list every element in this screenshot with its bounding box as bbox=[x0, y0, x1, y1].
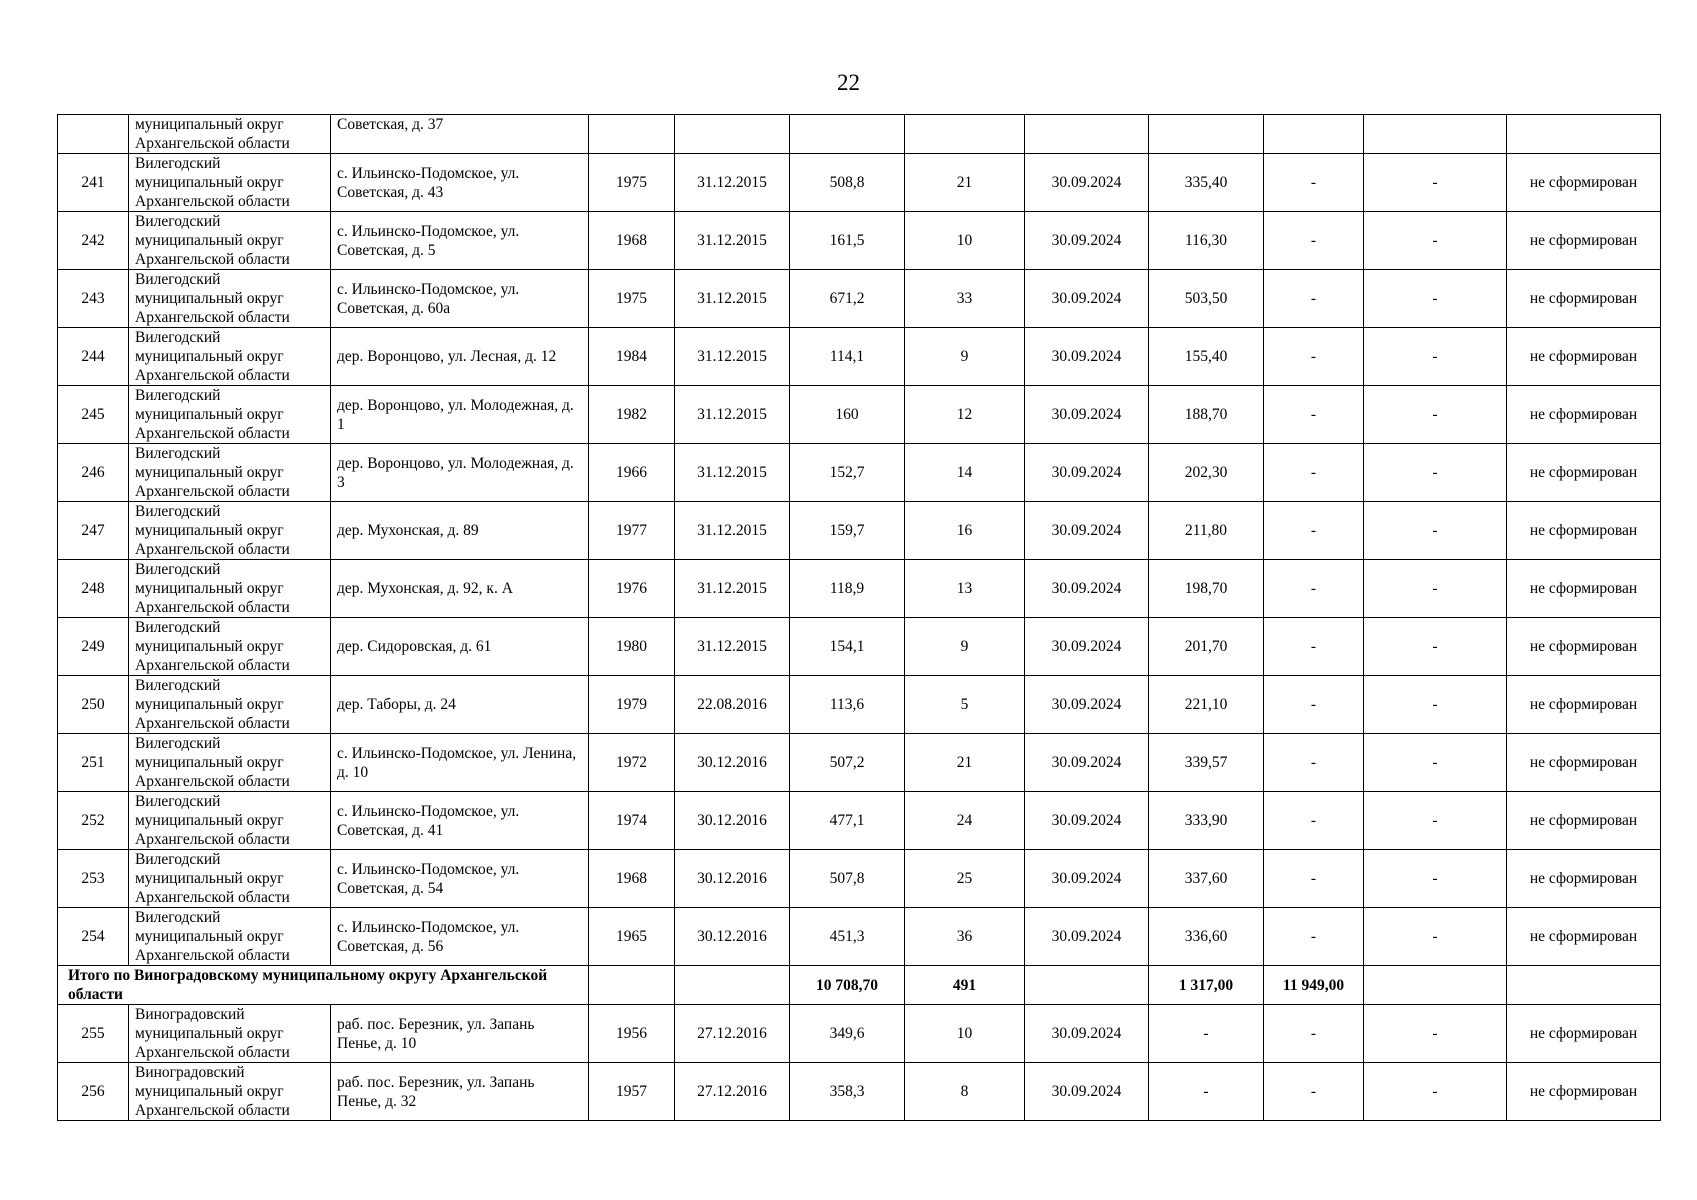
cell-municipality: Виноградовский муниципальный округ Архангельской области bbox=[129, 1005, 331, 1063]
cell-date: 30.12.2016 bbox=[675, 792, 790, 850]
table-row bbox=[58, 444, 1661, 502]
cell-v2: - bbox=[1264, 1063, 1364, 1121]
cell-municipality: Вилегодский муниципальный округ Архангельской области bbox=[129, 618, 331, 676]
cell-area bbox=[790, 115, 905, 154]
cell-num: 246 bbox=[58, 444, 129, 502]
page-number: 22 bbox=[837, 70, 860, 95]
cell-v3: - bbox=[1364, 734, 1507, 792]
cell-v3: - bbox=[1364, 328, 1507, 386]
cell-area: 114,1 bbox=[790, 328, 905, 386]
cell-date: 27.12.2016 bbox=[675, 1063, 790, 1121]
table-row bbox=[58, 328, 1661, 386]
cell-v3: - bbox=[1364, 154, 1507, 212]
table-row bbox=[58, 386, 1661, 444]
cell-residents: 10 bbox=[905, 212, 1025, 270]
cell-residents: 5 bbox=[905, 676, 1025, 734]
cell-date: 31.12.2015 bbox=[675, 212, 790, 270]
cell-municipality: Вилегодский муниципальный округ Архангельской области bbox=[129, 270, 331, 328]
cell-v1: 339,57 bbox=[1149, 734, 1264, 792]
cell-v1: 198,70 bbox=[1149, 560, 1264, 618]
cell-v1: 336,60 bbox=[1149, 908, 1264, 966]
table-row bbox=[58, 1063, 1661, 1121]
cell-date: 31.12.2015 bbox=[675, 154, 790, 212]
cell-date2: 30.09.2024 bbox=[1025, 560, 1149, 618]
cell-year: 1974 bbox=[589, 792, 675, 850]
cell-residents: 14 bbox=[905, 444, 1025, 502]
cell-year: 1965 bbox=[589, 908, 675, 966]
cell-residents: 21 bbox=[905, 154, 1025, 212]
cell-area: 671,2 bbox=[790, 270, 905, 328]
cell-date2: 30.09.2024 bbox=[1025, 328, 1149, 386]
cell-address: с. Ильинско-Подомское, ул. Советская, д. 56 bbox=[331, 908, 589, 966]
cell-num: 255 bbox=[58, 1005, 129, 1063]
registry-body bbox=[58, 115, 1661, 1121]
cell-date2: 30.09.2024 bbox=[1025, 850, 1149, 908]
table-row bbox=[58, 734, 1661, 792]
cell-v1 bbox=[1149, 115, 1264, 154]
cell-v3: - bbox=[1364, 270, 1507, 328]
cell-v3: - bbox=[1364, 850, 1507, 908]
table-row-continued bbox=[58, 115, 1661, 154]
cell-v3: - bbox=[1364, 1005, 1507, 1063]
cell-status: не сформирован bbox=[1507, 154, 1661, 212]
cell-v1: 202,30 bbox=[1149, 444, 1264, 502]
cell-status: не сформирован bbox=[1507, 386, 1661, 444]
cell-year: 1968 bbox=[589, 850, 675, 908]
cell-status: не сформирован bbox=[1507, 734, 1661, 792]
table-row bbox=[58, 1005, 1661, 1063]
cell-residents: 9 bbox=[905, 618, 1025, 676]
cell-address: дер. Таборы, д. 24 bbox=[331, 676, 589, 734]
cell-date: 31.12.2015 bbox=[675, 444, 790, 502]
table-row bbox=[58, 792, 1661, 850]
cell-year: 1980 bbox=[589, 618, 675, 676]
cell-area: 160 bbox=[790, 386, 905, 444]
total-v1: 1 317,00 bbox=[1149, 966, 1264, 1005]
cell-year: 1968 bbox=[589, 212, 675, 270]
cell-num: 243 bbox=[58, 270, 129, 328]
cell-area: 113,6 bbox=[790, 676, 905, 734]
cell-address: раб. пос. Березник, ул. Запань Пенье, д. 10 bbox=[331, 1005, 589, 1063]
table-row bbox=[58, 154, 1661, 212]
cell-v2: - bbox=[1264, 154, 1364, 212]
total-residents: 491 bbox=[905, 966, 1025, 1005]
cell-municipality: Вилегодский муниципальный округ Архангельской области bbox=[129, 444, 331, 502]
cell-v3: - bbox=[1364, 502, 1507, 560]
cell-year: 1979 bbox=[589, 676, 675, 734]
cell-v2: - bbox=[1264, 328, 1364, 386]
cell-v1: 221,10 bbox=[1149, 676, 1264, 734]
cell-num: 248 bbox=[58, 560, 129, 618]
cell-v2: - bbox=[1264, 792, 1364, 850]
cell-residents: 10 bbox=[905, 1005, 1025, 1063]
cell-date2: 30.09.2024 bbox=[1025, 908, 1149, 966]
cell-municipality: Виноградовский муниципальный округ Архангельской области bbox=[129, 1063, 331, 1121]
cell-v1: 333,90 bbox=[1149, 792, 1264, 850]
cell-v2: - bbox=[1264, 386, 1364, 444]
cell-year: 1976 bbox=[589, 560, 675, 618]
cell-year: 1984 bbox=[589, 328, 675, 386]
cell-year bbox=[589, 115, 675, 154]
cell-v3: - bbox=[1364, 908, 1507, 966]
cell-v1: 211,80 bbox=[1149, 502, 1264, 560]
cell-area: 508,8 bbox=[790, 154, 905, 212]
cell-status: не сформирован bbox=[1507, 328, 1661, 386]
total-cell-v3 bbox=[1364, 966, 1507, 1005]
cell-residents: 8 bbox=[905, 1063, 1025, 1121]
cell-num: 256 bbox=[58, 1063, 129, 1121]
cell-date: 27.12.2016 bbox=[675, 1005, 790, 1063]
housing-registry-table bbox=[57, 114, 1661, 1121]
cell-year: 1975 bbox=[589, 270, 675, 328]
table-row bbox=[58, 212, 1661, 270]
cell-status: не сформирован bbox=[1507, 850, 1661, 908]
cell-status: не сформирован bbox=[1507, 676, 1661, 734]
cell-v3: - bbox=[1364, 560, 1507, 618]
cell-area: 152,7 bbox=[790, 444, 905, 502]
cell-address: с. Ильинско-Подомское, ул. Ленина, д. 10 bbox=[331, 734, 589, 792]
cell-date2: 30.09.2024 bbox=[1025, 1063, 1149, 1121]
cell-v3: - bbox=[1364, 1063, 1507, 1121]
cell-address: с. Ильинско-Подомское, ул. Советская, д. 5 bbox=[331, 212, 589, 270]
cell-v1: 155,40 bbox=[1149, 328, 1264, 386]
cell-date2: 30.09.2024 bbox=[1025, 618, 1149, 676]
cell-v2: - bbox=[1264, 212, 1364, 270]
cell-municipality: Вилегодский муниципальный округ Архангельской области bbox=[129, 154, 331, 212]
cell-address: дер. Воронцово, ул. Лесная, д. 12 bbox=[331, 328, 589, 386]
cell-v1: 116,30 bbox=[1149, 212, 1264, 270]
cell-residents bbox=[905, 115, 1025, 154]
cell-area: 507,2 bbox=[790, 734, 905, 792]
cell-address: дер. Мухонская, д. 89 bbox=[331, 502, 589, 560]
cell-area: 507,8 bbox=[790, 850, 905, 908]
cell-area: 154,1 bbox=[790, 618, 905, 676]
cell-area: 477,1 bbox=[790, 792, 905, 850]
cell-num: 241 bbox=[58, 154, 129, 212]
cell-v3 bbox=[1364, 115, 1507, 154]
cell-v1: 335,40 bbox=[1149, 154, 1264, 212]
cell-address: дер. Воронцово, ул. Молодежная, д. 3 bbox=[331, 444, 589, 502]
cell-date2 bbox=[1025, 115, 1149, 154]
cell-v2: - bbox=[1264, 502, 1364, 560]
cell-v1: - bbox=[1149, 1005, 1264, 1063]
cell-address: дер. Воронцово, ул. Молодежная, д. 1 bbox=[331, 386, 589, 444]
cell-area: 358,3 bbox=[790, 1063, 905, 1121]
cell-date bbox=[675, 115, 790, 154]
cell-num: 254 bbox=[58, 908, 129, 966]
total-area: 10 708,70 bbox=[790, 966, 905, 1005]
cell-year: 1982 bbox=[589, 386, 675, 444]
cell-v2: - bbox=[1264, 850, 1364, 908]
cell-date2: 30.09.2024 bbox=[1025, 386, 1149, 444]
cell-v2: - bbox=[1264, 270, 1364, 328]
cell-status: не сформирован bbox=[1507, 618, 1661, 676]
cell-v2: - bbox=[1264, 560, 1364, 618]
cell-status: не сформирован bbox=[1507, 270, 1661, 328]
cell-date: 31.12.2015 bbox=[675, 502, 790, 560]
cell-num: 249 bbox=[58, 618, 129, 676]
cell-date2: 30.09.2024 bbox=[1025, 792, 1149, 850]
cell-municipality: Вилегодский муниципальный округ Архангельской области bbox=[129, 560, 331, 618]
cell-status: не сформирован bbox=[1507, 1005, 1661, 1063]
cell-municipality: муниципальный округ Архангельской области bbox=[129, 115, 331, 154]
cell-address: раб. пос. Березник, ул. Запань Пенье, д. 32 bbox=[331, 1063, 589, 1121]
cell-area: 159,7 bbox=[790, 502, 905, 560]
total-cell-date bbox=[675, 966, 790, 1005]
cell-v2: - bbox=[1264, 1005, 1364, 1063]
cell-area: 118,9 bbox=[790, 560, 905, 618]
cell-num: 253 bbox=[58, 850, 129, 908]
cell-v2: - bbox=[1264, 908, 1364, 966]
cell-date: 22.08.2016 bbox=[675, 676, 790, 734]
cell-status: не сформирован bbox=[1507, 560, 1661, 618]
cell-v1: 201,70 bbox=[1149, 618, 1264, 676]
cell-date2: 30.09.2024 bbox=[1025, 270, 1149, 328]
cell-year: 1975 bbox=[589, 154, 675, 212]
cell-residents: 25 bbox=[905, 850, 1025, 908]
cell-status bbox=[1507, 115, 1661, 154]
table-row bbox=[58, 850, 1661, 908]
table-row bbox=[58, 676, 1661, 734]
cell-municipality: Вилегодский муниципальный округ Архангельской области bbox=[129, 792, 331, 850]
cell-date: 31.12.2015 bbox=[675, 328, 790, 386]
cell-status: не сформирован bbox=[1507, 908, 1661, 966]
cell-address: Советская, д. 37 bbox=[331, 115, 589, 154]
cell-address: с. Ильинско-Подомское, ул. Советская, д. 43 bbox=[331, 154, 589, 212]
cell-date: 31.12.2015 bbox=[675, 618, 790, 676]
cell-v3: - bbox=[1364, 212, 1507, 270]
table-row bbox=[58, 270, 1661, 328]
cell-num: 252 bbox=[58, 792, 129, 850]
cell-residents: 24 bbox=[905, 792, 1025, 850]
cell-v3: - bbox=[1364, 444, 1507, 502]
cell-v3: - bbox=[1364, 792, 1507, 850]
cell-residents: 9 bbox=[905, 328, 1025, 386]
cell-residents: 21 bbox=[905, 734, 1025, 792]
cell-v3: - bbox=[1364, 618, 1507, 676]
cell-address: с. Ильинско-Подомское, ул. Советская, д. 54 bbox=[331, 850, 589, 908]
cell-status: не сформирован bbox=[1507, 502, 1661, 560]
cell-num: 244 bbox=[58, 328, 129, 386]
cell-date2: 30.09.2024 bbox=[1025, 1005, 1149, 1063]
cell-date: 31.12.2015 bbox=[675, 270, 790, 328]
cell-municipality: Вилегодский муниципальный округ Архангельской области bbox=[129, 908, 331, 966]
cell-v1: 503,50 bbox=[1149, 270, 1264, 328]
cell-date: 30.12.2016 bbox=[675, 734, 790, 792]
cell-status: не сформирован bbox=[1507, 212, 1661, 270]
cell-year: 1977 bbox=[589, 502, 675, 560]
cell-year: 1956 bbox=[589, 1005, 675, 1063]
cell-year: 1966 bbox=[589, 444, 675, 502]
total-v2: 11 949,00 bbox=[1264, 966, 1364, 1005]
cell-area: 161,5 bbox=[790, 212, 905, 270]
cell-date2: 30.09.2024 bbox=[1025, 734, 1149, 792]
cell-area: 349,6 bbox=[790, 1005, 905, 1063]
total-row bbox=[58, 966, 1661, 1005]
cell-v1: - bbox=[1149, 1063, 1264, 1121]
cell-num: 251 bbox=[58, 734, 129, 792]
cell-num: 247 bbox=[58, 502, 129, 560]
cell-v2: - bbox=[1264, 618, 1364, 676]
cell-address: дер. Сидоровская, д. 61 bbox=[331, 618, 589, 676]
cell-residents: 16 bbox=[905, 502, 1025, 560]
cell-num: 242 bbox=[58, 212, 129, 270]
cell-municipality: Вилегодский муниципальный округ Архангельской области bbox=[129, 850, 331, 908]
cell-num: 245 bbox=[58, 386, 129, 444]
cell-date: 30.12.2016 bbox=[675, 850, 790, 908]
cell-residents: 33 bbox=[905, 270, 1025, 328]
table-row bbox=[58, 560, 1661, 618]
cell-municipality: Вилегодский муниципальный округ Архангельской области bbox=[129, 502, 331, 560]
cell-status: не сформирован bbox=[1507, 792, 1661, 850]
cell-area: 451,3 bbox=[790, 908, 905, 966]
total-label: Итого по Виноградовскому муниципальному округу Архангельской области bbox=[58, 966, 589, 1005]
table-row bbox=[58, 908, 1661, 966]
cell-date: 31.12.2015 bbox=[675, 560, 790, 618]
cell-municipality: Вилегодский муниципальный округ Архангельской области bbox=[129, 734, 331, 792]
cell-date2: 30.09.2024 bbox=[1025, 502, 1149, 560]
cell-address: дер. Мухонская, д. 92, к. А bbox=[331, 560, 589, 618]
cell-date2: 30.09.2024 bbox=[1025, 444, 1149, 502]
cell-municipality: Вилегодский муниципальный округ Архангельской области bbox=[129, 386, 331, 444]
cell-num: 250 bbox=[58, 676, 129, 734]
cell-status: не сформирован bbox=[1507, 444, 1661, 502]
cell-v1: 188,70 bbox=[1149, 386, 1264, 444]
cell-year: 1972 bbox=[589, 734, 675, 792]
cell-year: 1957 bbox=[589, 1063, 675, 1121]
cell-date2: 30.09.2024 bbox=[1025, 154, 1149, 212]
cell-municipality: Вилегодский муниципальный округ Архангельской области bbox=[129, 676, 331, 734]
cell-date: 30.12.2016 bbox=[675, 908, 790, 966]
table-row bbox=[58, 502, 1661, 560]
table-row bbox=[58, 618, 1661, 676]
total-cell-status bbox=[1507, 966, 1661, 1005]
cell-municipality: Вилегодский муниципальный округ Архангельской области bbox=[129, 212, 331, 270]
cell-residents: 36 bbox=[905, 908, 1025, 966]
cell-residents: 13 bbox=[905, 560, 1025, 618]
cell-v2: - bbox=[1264, 734, 1364, 792]
cell-date: 31.12.2015 bbox=[675, 386, 790, 444]
cell-v2: - bbox=[1264, 676, 1364, 734]
cell-v3: - bbox=[1364, 386, 1507, 444]
cell-num bbox=[58, 115, 129, 154]
cell-v2: - bbox=[1264, 444, 1364, 502]
cell-status: не сформирован bbox=[1507, 1063, 1661, 1121]
total-cell-year bbox=[589, 966, 675, 1005]
cell-residents: 12 bbox=[905, 386, 1025, 444]
cell-address: с. Ильинско-Подомское, ул. Советская, д. 60а bbox=[331, 270, 589, 328]
cell-date2: 30.09.2024 bbox=[1025, 212, 1149, 270]
cell-v2 bbox=[1264, 115, 1364, 154]
cell-v3: - bbox=[1364, 676, 1507, 734]
cell-v1: 337,60 bbox=[1149, 850, 1264, 908]
cell-municipality: Вилегодский муниципальный округ Архангельской области bbox=[129, 328, 331, 386]
cell-address: с. Ильинско-Подомское, ул. Советская, д. 41 bbox=[331, 792, 589, 850]
total-cell-date2 bbox=[1025, 966, 1149, 1005]
cell-date2: 30.09.2024 bbox=[1025, 676, 1149, 734]
